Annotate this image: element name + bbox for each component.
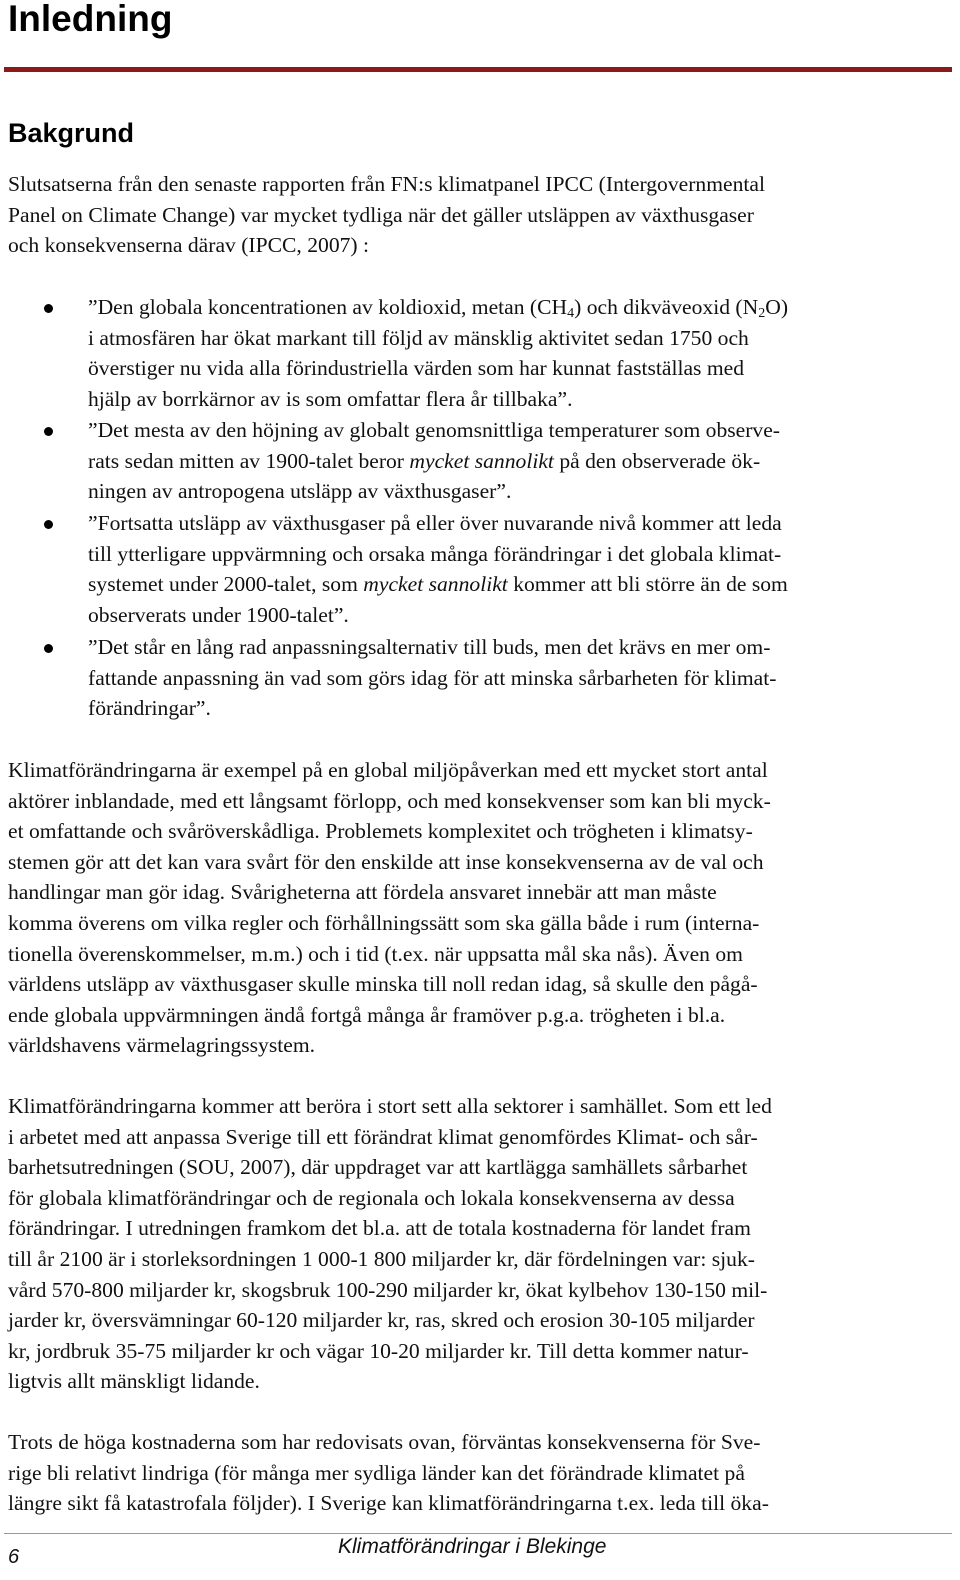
text-line: tionella överenskommelser, m.m.) och i tid (t.ex. när uppsatta mål ska nås). Även om bbox=[8, 941, 743, 966]
text-line: ”Den globala koncentrationen av koldioxid, metan $(CH_4)$ och dikväveoxid $(N_2O)$ bbox=[88, 295, 789, 321]
paragraph-2 bbox=[8, 1091, 948, 1397]
text-line: i atmosfären har ökat markant till följd av mänsklig aktivitet sedan 1750 och bbox=[88, 325, 749, 350]
bullet-icon bbox=[44, 644, 53, 653]
text-line: observerats under 1900-talet”. bbox=[88, 602, 349, 627]
text-line: systemet under 2000-talet, som mycket sannolikt kommer att bli större än de som bbox=[88, 572, 788, 597]
intro-paragraph bbox=[8, 169, 948, 261]
text-line: aktörer inblandade, med ett långsamt förlopp, och med konsekvenser som kan bli myck- bbox=[8, 788, 771, 813]
text-line: ligtvis allt mänskligt lidande. bbox=[8, 1369, 260, 1394]
emphasis: mycket sannolikt bbox=[409, 448, 554, 473]
text-line: för globala klimatförändringar och de regionala och lokala konsekvenserna av dessa bbox=[8, 1185, 735, 1210]
text-line: hjälp av borrkärnor av is som omfattar flera år tillbaka”. bbox=[88, 386, 573, 411]
text-line: rats sedan mitten av 1900-talet beror mycket sannolikt på den observerade ök- bbox=[88, 448, 761, 473]
text-line: ningen av antropogena utsläpp av växthusgaser”. bbox=[88, 479, 512, 504]
footer-title: Klimatförändringar i Blekinge bbox=[338, 1535, 607, 1558]
text-line: till år 2100 är i storleksordningen 1 000-1 800 miljarder kr, där fördelningen var: sjuk- bbox=[8, 1246, 755, 1271]
list-item bbox=[0, 632, 950, 724]
text-line: överstiger nu vida alla förindustriella värden som har kunnat fastställas med bbox=[88, 356, 745, 381]
text-line: Trots de höga kostnaderna som har redovisats ovan, förväntas konsekvenserna för Sve- bbox=[8, 1430, 761, 1454]
bullet-icon bbox=[44, 427, 53, 436]
text-line: ”Fortsatta utsläpp av växthusgaser på eller över nuvarande nivå kommer att leda bbox=[88, 511, 782, 535]
quote-list bbox=[0, 292, 960, 724]
text-line: och konsekvenserna därav (IPCC, 2007) : bbox=[8, 233, 370, 258]
bullet-icon bbox=[44, 304, 53, 313]
text-line: världshavens värmelagringssystem. bbox=[8, 1033, 316, 1058]
text-line: et omfattande och svåröverskådliga. Problemets komplexitet och trögheten i klimatsy- bbox=[8, 819, 753, 844]
text-line: komma överens om vilka regler och förhållningssätt som ska gälla både i rum (interna- bbox=[8, 910, 760, 935]
text-line: fattande anpassning än vad som görs idag för att minska sårbarheten för klimat- bbox=[88, 665, 777, 690]
text-line: handlingar man gör idag. Svårigheterna att fördela ansvaret innebär att man måste bbox=[8, 880, 717, 905]
paragraph-1 bbox=[8, 755, 948, 1061]
text-line: världens utsläpp av växthusgaser skulle minska till noll redan idag, så skulle den pågå- bbox=[8, 972, 758, 997]
text-line: kr, jordbruk 35-75 miljarder kr och vägar 10-20 miljarder kr. Till detta kommer natur- bbox=[8, 1338, 749, 1363]
text-line: Klimatförändringarna är exempel på en global miljöpåverkan med ett mycket stort antal bbox=[8, 758, 768, 782]
text-line: Panel on Climate Change) var mycket tydliga när det gäller utsläppen av växthusgaser bbox=[8, 202, 754, 227]
section-heading: Bakgrund bbox=[8, 118, 135, 148]
text-line: i arbetet med att anpassa Sverige till ett förändrat klimat genomfördes Klimat- och sår- bbox=[8, 1124, 758, 1149]
page-number: 6 bbox=[8, 1546, 20, 1568]
text-line: ende globala uppvärmningen ändå fortgå många år framöver p.g.a. trögheten i bl.a. bbox=[8, 1002, 726, 1027]
bullet-icon bbox=[44, 520, 53, 529]
text-line: till ytterligare uppvärmning och orsaka många förändringar i det globala klimat- bbox=[88, 541, 782, 566]
text-line: stemen gör att det kan vara svårt för den enskilde att inse konsekvenserna av de val och bbox=[8, 849, 764, 874]
text-line: förändringar”. bbox=[88, 696, 211, 721]
emphasis: mycket sannolikt bbox=[363, 572, 508, 597]
paragraph-3 bbox=[8, 1427, 948, 1519]
text-line: Slutsatserna från den senaste rapporten från FN:s klimatpanel IPCC (Intergovernmental bbox=[8, 172, 765, 196]
text-line: vård 570-800 miljarder kr, skogsbruk 100-290 miljarder kr, ökat kylbehov 130-150 mil- bbox=[8, 1277, 768, 1302]
list-item bbox=[0, 292, 950, 415]
text-line: förändringar. I utredningen framkom det bl.a. att de totala kostnaderna för landet fram bbox=[8, 1216, 751, 1241]
heading-rule bbox=[4, 67, 952, 72]
page-heading: Inledning bbox=[8, 0, 173, 39]
list-item bbox=[0, 415, 950, 508]
text-line: jarder kr, översvämningar 60-120 miljarder kr, ras, skred och erosion 30-105 miljarder bbox=[8, 1308, 755, 1333]
footer-rule bbox=[4, 1533, 952, 1534]
text-line: längre sikt få katastrofala följder). I Sverige kan klimatförändringarna t.ex. leda till öka- bbox=[8, 1491, 769, 1516]
text-line: ”Det mesta av den höjning av globalt genomsnittliga temperaturer som observe- bbox=[88, 418, 781, 442]
text-line: ”Det står en lång rad anpassningsalternativ till buds, men det krävs en mer om- bbox=[88, 635, 771, 659]
text-line: rige bli relativt lindriga (för många mer sydliga länder kan det förändrade klimatet på bbox=[8, 1460, 745, 1485]
list-item bbox=[0, 508, 950, 632]
text-line: Klimatförändringarna kommer att beröra i stort sett alla sektorer i samhället. Som ett led bbox=[8, 1094, 772, 1118]
text-line: barhetsutredningen (SOU, 2007), där uppdraget var att kartlägga samhällets sårbarhet bbox=[8, 1155, 748, 1180]
